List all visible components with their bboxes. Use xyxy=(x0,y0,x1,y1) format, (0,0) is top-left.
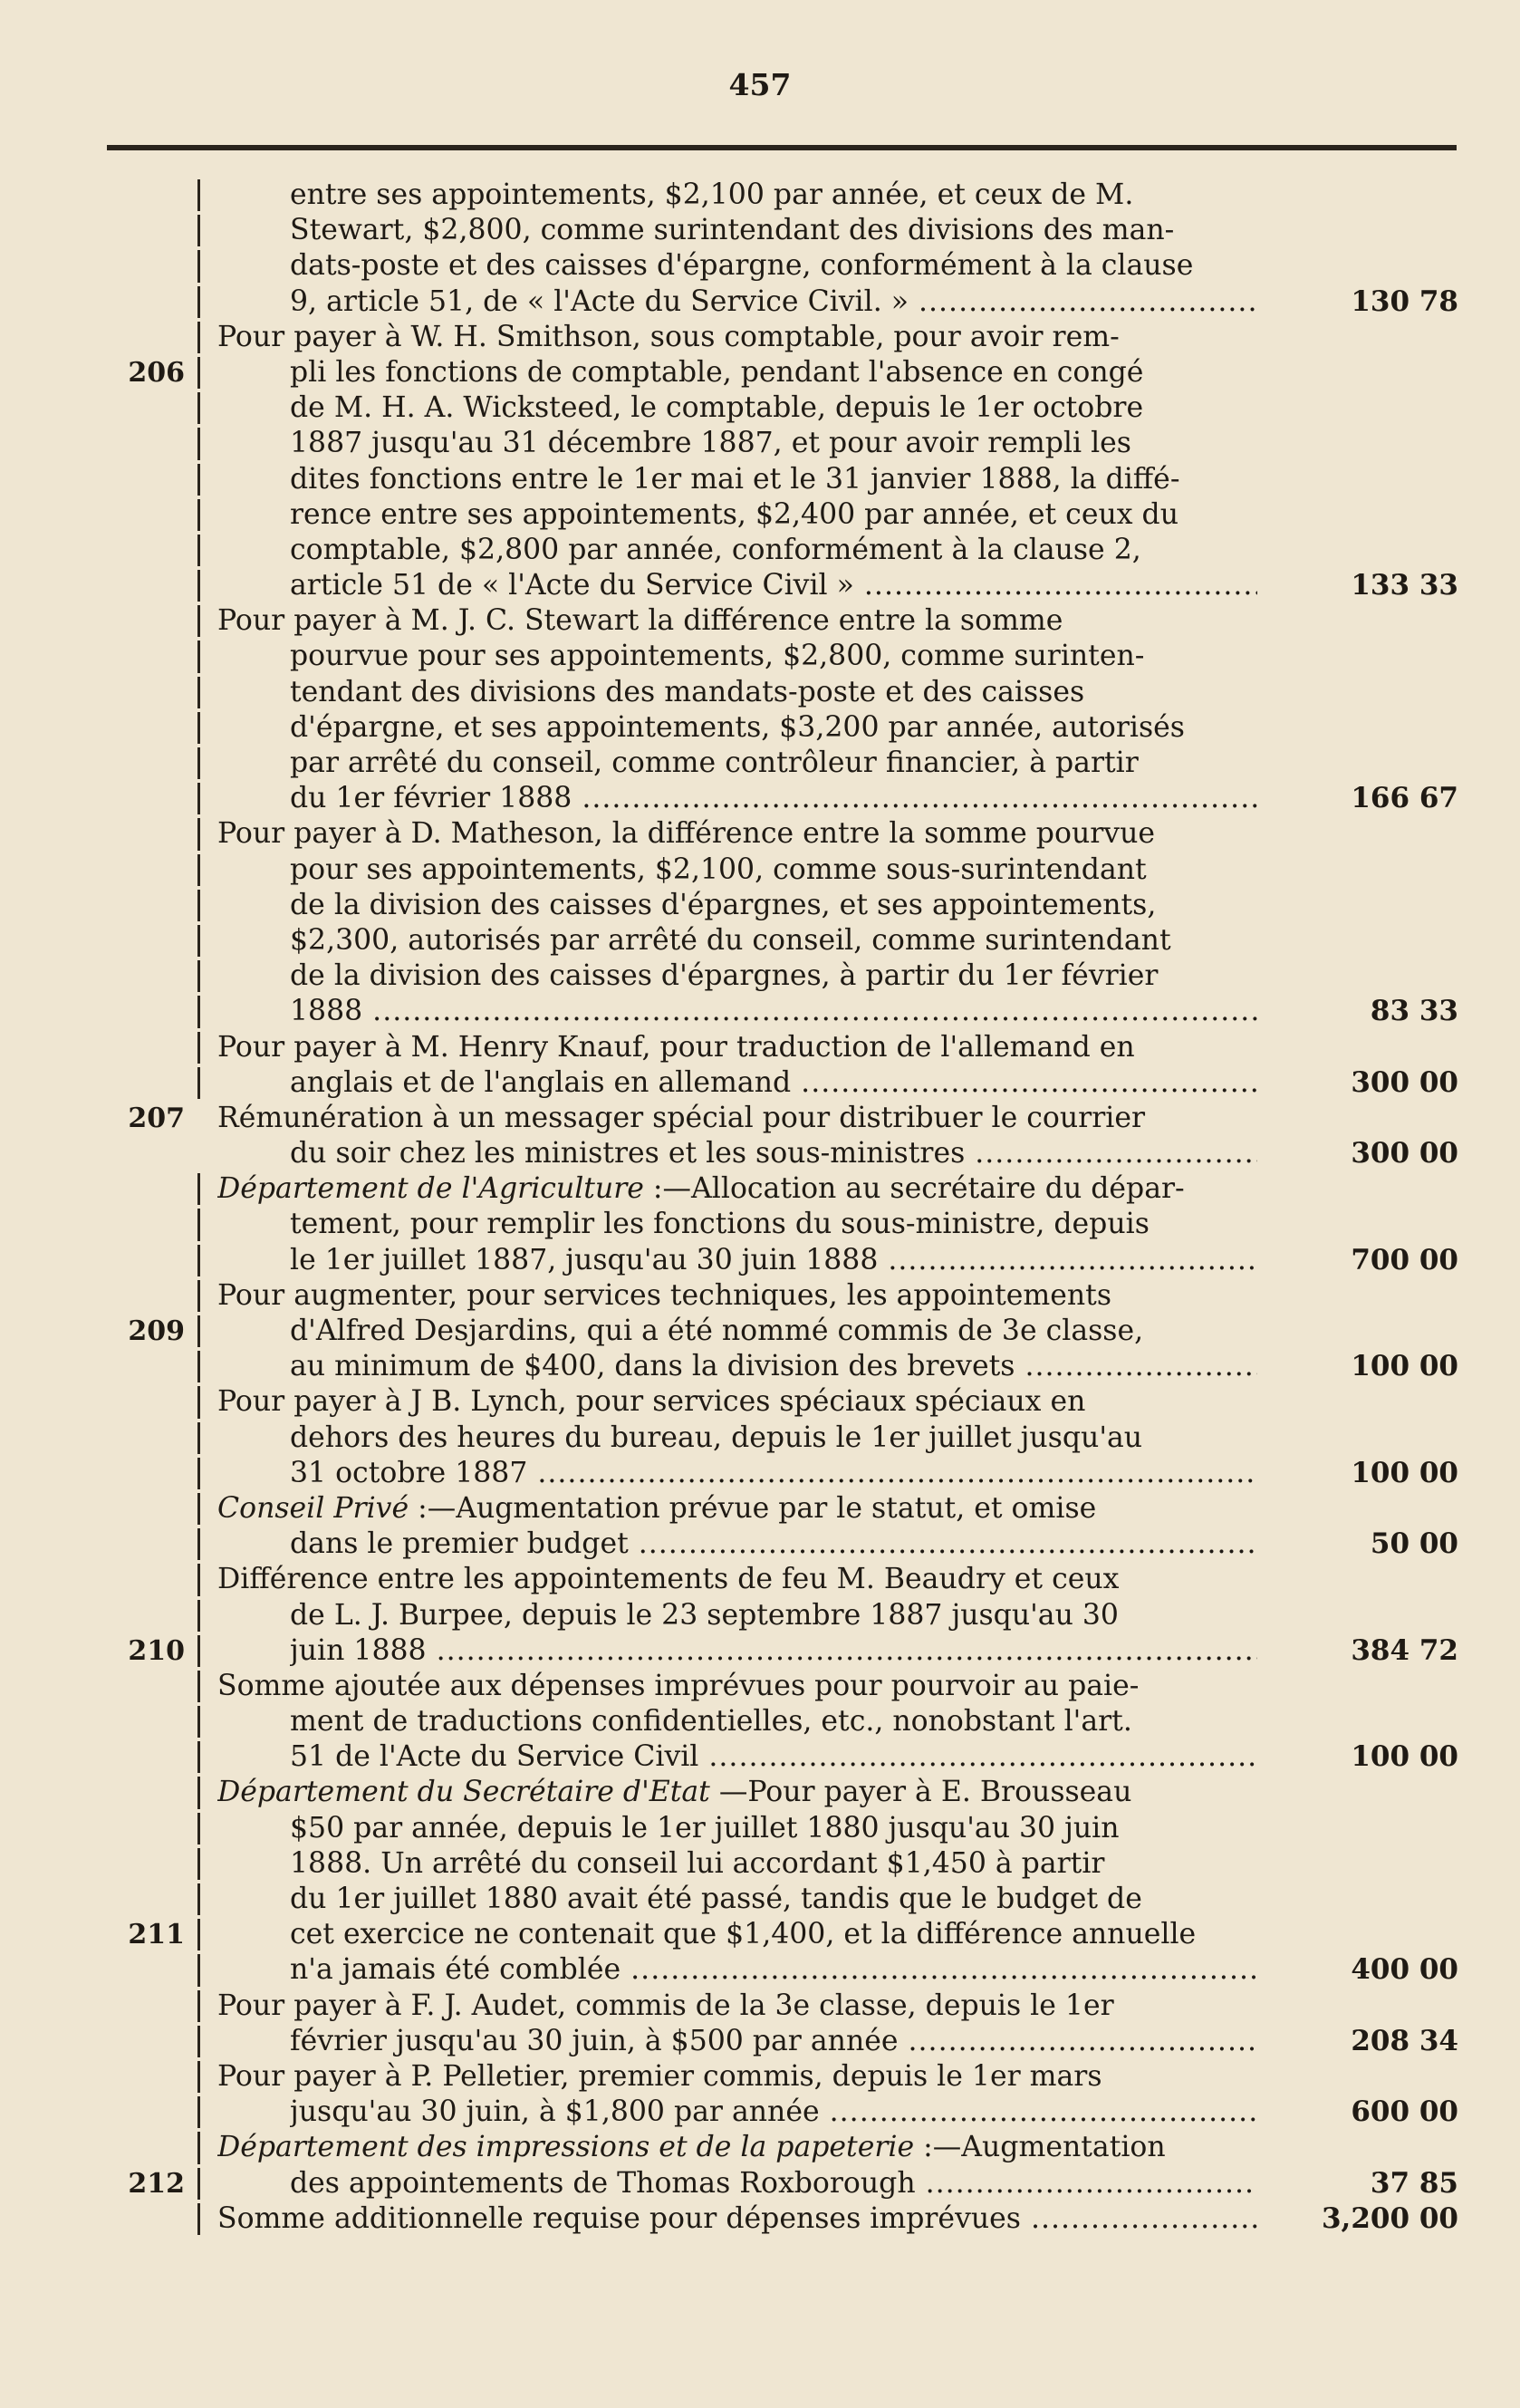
text-line xyxy=(0,1384,1520,1420)
department-heading: Département des impressions et de la papeterie xyxy=(217,2131,915,2164)
brace-mark xyxy=(192,1562,205,1597)
line-text: de M. H. A. Wicksteed, le comptable, depuis le 1er octobre xyxy=(290,391,1144,425)
text-line xyxy=(0,213,1520,248)
line-text: dites fonctions entre le 1er mai et le 31 janvier 1888, la diffé- xyxy=(290,462,1180,496)
line-text: Pour payer à W. H. Smithson, sous comptable, pour avoir rem- xyxy=(217,320,1120,353)
line-text: Différence entre les appointements de feu M. Beaudry et ceux xyxy=(217,1563,1120,1596)
brace-mark xyxy=(192,1882,205,1917)
line-rest: —Pour payer à E. Brousseau xyxy=(709,1776,1132,1809)
text-line xyxy=(0,533,1520,568)
text-line xyxy=(0,994,1520,1029)
text-line xyxy=(0,1952,1520,1988)
text-line xyxy=(0,248,1520,284)
brace-mark xyxy=(192,1243,205,1278)
brace-mark xyxy=(192,746,205,781)
text-line xyxy=(0,1882,1520,1917)
line-text: comptable, $2,800 par année, conformément à la clause 2, xyxy=(290,533,1141,566)
line-text: Pour payer à F. J. Audet, commis de la 3e classe, depuis le 1er xyxy=(217,1989,1114,2022)
brace-mark xyxy=(192,568,205,603)
line-rest: :—Augmentation xyxy=(914,2131,1166,2164)
brace-mark xyxy=(192,2130,205,2165)
line-text: pli les fonctions de comptable, pendant l'absence en congé xyxy=(290,355,1144,389)
brace-mark xyxy=(192,1917,205,1952)
brace-mark xyxy=(192,2024,205,2059)
brace-mark xyxy=(192,1704,205,1739)
line-text: dats-poste et des caisses d'épargne, conformément à la clause xyxy=(290,249,1194,283)
line-text: dans le premier budget ..... xyxy=(290,1527,1257,1562)
brace-mark xyxy=(192,639,205,674)
line-text: anglais et de l'anglais en allemand ..... xyxy=(290,1065,1257,1101)
amount: 300 00 xyxy=(1351,1065,1458,1099)
line-text: 1888. Un arrêté du conseil lui accordant $1,450 à partir xyxy=(290,1846,1105,1880)
brace-mark xyxy=(192,213,205,248)
text-line xyxy=(0,497,1520,533)
line-rest: :—Allocation au secrétaire du dépar- xyxy=(643,1172,1185,1206)
line-text xyxy=(217,1491,1257,1527)
line-text: Somme ajoutée aux dépenses imprévues pour pourvoir au paie- xyxy=(217,1669,1140,1702)
text-line xyxy=(0,2059,1520,2095)
text-line xyxy=(0,1349,1520,1384)
line-text: au minimum de $400, dans la division des brevets ..... xyxy=(290,1349,1257,1384)
brace-mark xyxy=(192,1989,205,2024)
text-line xyxy=(0,1989,1520,2024)
line-text: 31 octobre 1887 ..... xyxy=(290,1456,1257,1491)
line-text: tendant des divisions des mandats-poste et des caisses xyxy=(290,675,1085,708)
item-number: 209 xyxy=(128,1315,185,1347)
amount: 700 00 xyxy=(1351,1243,1458,1276)
line-text: tement, pour remplir les fonctions du sous-ministre, depuis xyxy=(290,1208,1150,1241)
line-text: pour ses appointements, $2,100, comme sous-surintendant xyxy=(290,852,1147,886)
text-line xyxy=(0,568,1520,603)
text-line xyxy=(0,320,1520,355)
brace-mark xyxy=(192,1384,205,1420)
text-line xyxy=(0,781,1520,816)
text-line xyxy=(0,1917,1520,1952)
amount: 100 00 xyxy=(1351,1350,1458,1383)
text-line xyxy=(0,390,1520,426)
text-line xyxy=(0,1030,1520,1065)
text-line xyxy=(0,746,1520,781)
text-line xyxy=(0,1739,1520,1775)
text-line xyxy=(0,2166,1520,2201)
brace-mark xyxy=(192,2166,205,2201)
item-number: 207 xyxy=(128,1102,185,1134)
brace-mark xyxy=(192,248,205,284)
line-text xyxy=(217,1775,1257,1810)
text-line xyxy=(0,1136,1520,1171)
line-text: cet exercice ne contenait que $1,400, et la différence annuelle xyxy=(290,1918,1197,1951)
brace-mark xyxy=(192,533,205,568)
line-rest: :—Augmentation prévue par le statut, et omise xyxy=(409,1491,1097,1525)
line-text: le 1er juillet 1887, jusqu'au 30 juin 1888 ..... xyxy=(290,1243,1257,1278)
line-text xyxy=(217,2130,1257,2165)
brace-mark xyxy=(192,603,205,639)
text-line xyxy=(0,923,1520,958)
line-text: de la division des caisses d'épargnes, à partir du 1er février xyxy=(290,959,1159,993)
brace-mark xyxy=(192,675,205,710)
line-text: 9, article 51, de « l'Acte du Service Civil. » ..... xyxy=(290,284,1257,320)
line-text: jusqu'au 30 juin, à $1,800 par année ..... xyxy=(290,2095,1257,2130)
amount: 100 00 xyxy=(1351,1740,1458,1774)
text-line xyxy=(0,1633,1520,1669)
text-line xyxy=(0,1846,1520,1882)
amount: 37 85 xyxy=(1370,2166,1458,2200)
text-line xyxy=(0,1811,1520,1846)
line-text: 51 de l'Acte du Service Civil ..... xyxy=(290,1739,1257,1775)
amount: 166 67 xyxy=(1351,782,1458,815)
line-text: du 1er juillet 1880 avait été passé, tandis que le budget de xyxy=(290,1883,1142,1915)
text-line xyxy=(0,1456,1520,1491)
text-line xyxy=(0,462,1520,497)
text-line xyxy=(0,426,1520,461)
line-text: article 51 de « l'Acte du Service Civil » ..... xyxy=(290,568,1257,603)
line-text: rence entre ses appointements, $2,400 par année, et ceux du xyxy=(290,497,1178,531)
item-number: 206 xyxy=(128,356,185,389)
line-text: Stewart, $2,800, comme surintendant des divisions des man- xyxy=(290,214,1175,247)
brace-mark xyxy=(192,1456,205,1491)
brace-mark xyxy=(192,462,205,497)
line-text: 1887 jusqu'au 31 décembre 1887, et pour avoir rempli les xyxy=(290,427,1131,460)
brace-mark xyxy=(192,1952,205,1988)
amount: 3,200 00 xyxy=(1321,2201,1458,2235)
line-text: de L. J. Burpee, depuis le 23 septembre 1887 jusqu'au 30 xyxy=(290,1598,1119,1632)
item-number: 211 xyxy=(128,1919,185,1951)
line-text: Pour augmenter, pour services techniques, les appointements xyxy=(217,1278,1112,1312)
brace-mark xyxy=(192,1314,205,1349)
amount: 83 33 xyxy=(1370,995,1458,1028)
line-text: par arrêté du conseil, comme contrôleur financier, à partir xyxy=(290,746,1139,779)
line-text: Somme additionnelle requise pour dépenses imprévues ..... xyxy=(217,2201,1257,2237)
page-number: 457 xyxy=(728,67,792,102)
text-line xyxy=(0,603,1520,639)
text-line xyxy=(0,1704,1520,1739)
amount: 400 00 xyxy=(1351,1953,1458,1987)
brace-mark xyxy=(192,355,205,390)
brace-mark xyxy=(192,1207,205,1242)
brace-mark xyxy=(192,1278,205,1314)
brace-mark xyxy=(192,1598,205,1633)
text-line xyxy=(0,958,1520,994)
text-line xyxy=(0,1278,1520,1314)
text-line xyxy=(0,2201,1520,2237)
brace-mark xyxy=(192,1739,205,1775)
brace-mark xyxy=(192,781,205,816)
line-text: du 1er février 1888 ..... xyxy=(290,781,1257,816)
text-line xyxy=(0,1065,1520,1101)
text-line xyxy=(0,1669,1520,1704)
text-line xyxy=(0,1421,1520,1456)
amount: 300 00 xyxy=(1351,1137,1458,1170)
brace-mark xyxy=(192,1349,205,1384)
text-line xyxy=(0,639,1520,674)
line-text: d'Alfred Desjardins, qui a été nommé commis de 3e classe, xyxy=(290,1315,1144,1347)
line-text: dehors des heures du bureau, depuis le 1er juillet jusqu'au xyxy=(290,1421,1143,1454)
text-line xyxy=(0,852,1520,888)
line-text xyxy=(217,1171,1257,1207)
text-line xyxy=(0,355,1520,390)
text-line xyxy=(0,2095,1520,2130)
line-text: février jusqu'au 30 juin, à $500 par année ..... xyxy=(290,2024,1257,2059)
brace-mark xyxy=(192,888,205,923)
brace-mark xyxy=(192,320,205,355)
text-line xyxy=(0,1207,1520,1242)
text-line xyxy=(0,1562,1520,1597)
line-text: entre ses appointements, $2,100 par année, et ceux de M. xyxy=(290,178,1134,211)
brace-mark xyxy=(192,958,205,994)
estimates-list xyxy=(0,178,1520,2237)
brace-mark xyxy=(192,1491,205,1527)
text-line xyxy=(0,1314,1520,1349)
text-line xyxy=(0,1527,1520,1562)
line-text: $2,300, autorisés par arrêté du conseil, comme surintendant xyxy=(290,923,1171,957)
brace-mark xyxy=(192,1171,205,1207)
line-text: des appointements de Thomas Roxborough ..... xyxy=(290,2166,1257,2201)
text-line xyxy=(0,1171,1520,1207)
line-text: pourvue pour ses appointements, $2,800, comme surinten- xyxy=(290,640,1145,673)
text-line xyxy=(0,2130,1520,2165)
brace-mark xyxy=(192,426,205,461)
line-text: Pour payer à J B. Lynch, pour services spéciaux spéciaux en xyxy=(217,1385,1086,1419)
brace-mark xyxy=(192,2095,205,2130)
brace-mark xyxy=(192,816,205,852)
line-text: ment de traductions confidentielles, etc., nonobstant l'art. xyxy=(290,1705,1132,1739)
brace-mark xyxy=(192,390,205,426)
line-text: 1888 ..... xyxy=(290,994,1257,1029)
line-text: juin 1888 ..... xyxy=(290,1633,1257,1669)
item-number: 210 xyxy=(128,1634,185,1667)
text-line xyxy=(0,1243,1520,1278)
brace-mark xyxy=(192,1527,205,1562)
brace-mark xyxy=(192,1669,205,1704)
line-text: n'a jamais été comblée ..... xyxy=(290,1952,1257,1988)
brace-mark xyxy=(192,994,205,1029)
text-line xyxy=(0,2024,1520,2059)
amount: 100 00 xyxy=(1351,1456,1458,1489)
text-line xyxy=(0,1598,1520,1633)
brace-mark xyxy=(192,2059,205,2095)
department-heading: Conseil Privé xyxy=(217,1491,409,1525)
amount: 130 78 xyxy=(1351,284,1458,318)
text-line xyxy=(0,1491,1520,1527)
line-text: $50 par année, depuis le 1er juillet 1880 jusqu'au 30 juin xyxy=(290,1811,1120,1845)
line-text: d'épargne, et ses appointements, $3,200 par année, autorisés xyxy=(290,710,1185,744)
line-text: Rémunération à un messager spécial pour distribuer le courrier xyxy=(217,1101,1146,1134)
brace-mark xyxy=(192,1030,205,1065)
brace-mark xyxy=(192,1633,205,1669)
text-line xyxy=(0,816,1520,852)
brace-mark xyxy=(192,497,205,533)
amount: 600 00 xyxy=(1351,2095,1458,2129)
line-text: Pour payer à M. J. C. Stewart la différence entre la somme xyxy=(217,604,1063,638)
brace-mark xyxy=(192,178,205,213)
amount: 50 00 xyxy=(1370,1527,1458,1561)
line-text: Pour payer à M. Henry Knauf, pour traduction de l'allemand en xyxy=(217,1030,1135,1064)
brace-mark xyxy=(192,284,205,320)
text-line xyxy=(0,1775,1520,1810)
text-line xyxy=(0,710,1520,746)
brace-mark xyxy=(192,710,205,746)
brace-mark xyxy=(192,2201,205,2237)
item-number: 212 xyxy=(128,2167,185,2200)
line-text: de la division des caisses d'épargnes, et ses appointements, xyxy=(290,888,1157,921)
amount: 208 34 xyxy=(1351,2024,1458,2057)
text-line xyxy=(0,675,1520,710)
brace-mark xyxy=(192,1811,205,1846)
brace-mark xyxy=(192,1421,205,1456)
line-text: du soir chez les ministres et les sous-ministres ..... xyxy=(290,1136,1257,1171)
line-text: Pour payer à D. Matheson, la différence entre la somme pourvue xyxy=(217,817,1156,851)
text-line xyxy=(0,178,1520,213)
amount: 133 33 xyxy=(1351,569,1458,602)
brace-mark xyxy=(192,1065,205,1101)
text-line xyxy=(0,888,1520,923)
line-text: Pour payer à P. Pelletier, premier commis, depuis le 1er mars xyxy=(217,2059,1102,2093)
brace-mark xyxy=(192,852,205,888)
brace-mark xyxy=(192,1775,205,1810)
department-heading: Département de l'Agriculture xyxy=(217,1172,644,1206)
text-line xyxy=(0,1101,1520,1136)
amount: 384 72 xyxy=(1351,1633,1458,1667)
department-heading: Département du Secrétaire d'Etat xyxy=(217,1776,710,1809)
text-line xyxy=(0,284,1520,320)
brace-mark xyxy=(192,1846,205,1882)
header-rule xyxy=(107,145,1457,150)
brace-mark xyxy=(192,923,205,958)
